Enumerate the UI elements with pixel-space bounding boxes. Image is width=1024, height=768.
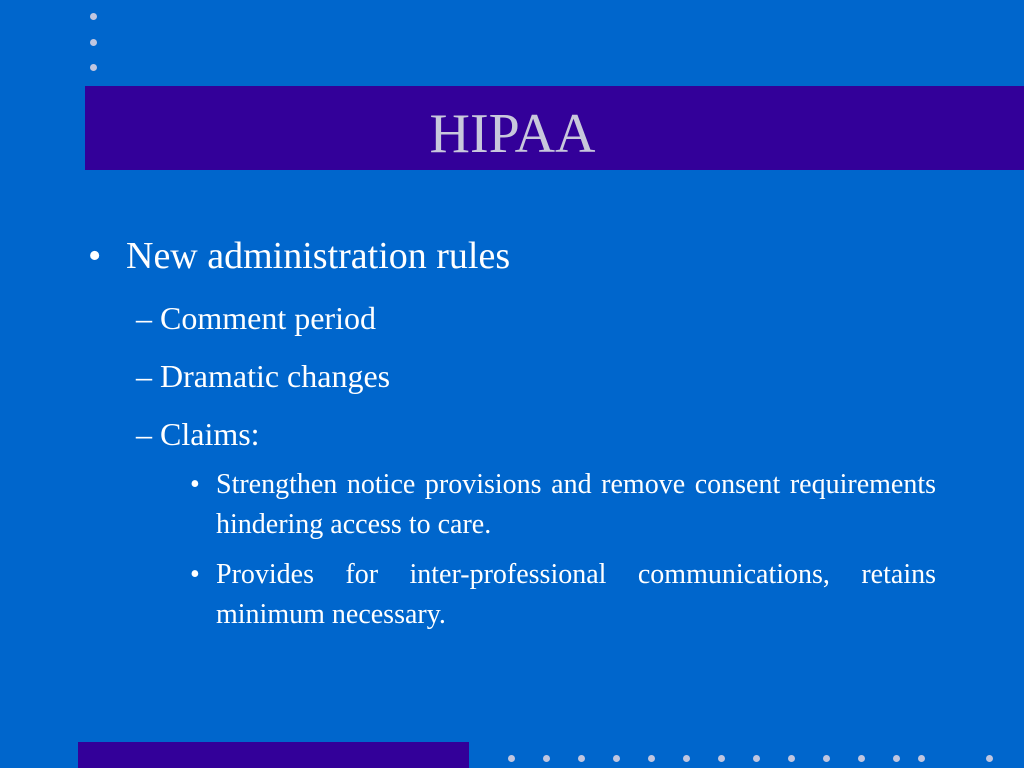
sub-bullet-marker: –	[136, 358, 152, 394]
sub-sub-bullet-marker: •	[190, 469, 200, 500]
bullet-text: New administration rules	[126, 235, 511, 277]
sub-bullet-text: Dramatic changes	[160, 358, 391, 394]
decorative-dot	[508, 755, 515, 762]
decorative-dot	[753, 755, 760, 762]
footer-band	[78, 742, 469, 768]
sub-bullet-item	[136, 414, 260, 454]
decorative-dot	[788, 755, 795, 762]
decorative-dot	[718, 755, 725, 762]
sub-sub-bullet-text: Strengthen notice provisions and remove consent requirements hindering access to care.	[216, 469, 936, 540]
decorative-dot	[90, 64, 97, 71]
sub-bullet-item	[136, 298, 376, 338]
sub-sub-bullet-marker: •	[190, 559, 200, 590]
bullet-marker: •	[88, 235, 102, 277]
decorative-dot	[683, 755, 690, 762]
decorative-dot	[578, 755, 585, 762]
decorative-dot	[613, 755, 620, 762]
decorative-dot	[90, 13, 97, 20]
decorative-dot	[893, 755, 900, 762]
sub-bullet-marker: –	[136, 300, 152, 336]
sub-sub-bullet-text: Provides for inter-professional communications, retains minimum necessary.	[216, 559, 936, 630]
decorative-dot	[858, 755, 865, 762]
sub-bullet-text: Comment period	[160, 300, 376, 336]
sub-bullet-marker: –	[136, 416, 152, 452]
decorative-dot	[986, 755, 993, 762]
decorative-dot	[918, 755, 925, 762]
sub-sub-bullet-item	[190, 555, 936, 635]
decorative-dot	[648, 755, 655, 762]
decorative-dot	[543, 755, 550, 762]
sub-bullet-text: Claims:	[160, 416, 260, 452]
sub-sub-bullet-item	[190, 465, 936, 545]
decorative-dot	[823, 755, 830, 762]
slide-title: HIPAA	[429, 103, 596, 165]
decorative-dot	[90, 39, 97, 46]
sub-bullet-item	[136, 356, 390, 396]
